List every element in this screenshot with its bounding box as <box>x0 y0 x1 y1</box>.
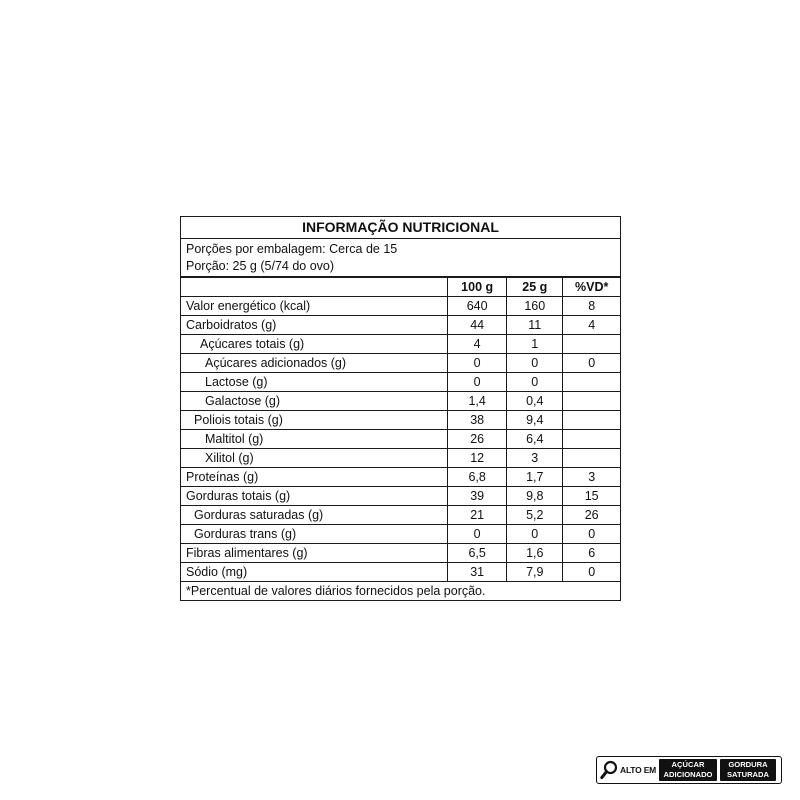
value-25g: 1 <box>507 335 563 354</box>
front-of-pack-warning <box>596 756 782 784</box>
value-vd <box>563 373 620 392</box>
servings-per-package: Porções por embalagem: Cerca de 15 <box>186 242 398 256</box>
magnifier-icon <box>600 760 618 780</box>
column-header: %VD* <box>563 278 620 297</box>
value-25g: 7,9 <box>507 563 563 582</box>
nutrient-name: Fibras alimentares (g) <box>181 544 448 563</box>
value-vd: 0 <box>563 354 620 373</box>
nutrient-name: Proteínas (g) <box>181 468 448 487</box>
table-row <box>181 544 620 563</box>
nutrient-name: Açúcares totais (g) <box>181 335 448 354</box>
nutrient-name: Galactose (g) <box>181 392 448 411</box>
table-header-row <box>181 278 620 297</box>
serving-size: Porção: 25 g (5/74 do ovo) <box>186 259 335 273</box>
value-100g: 12 <box>448 449 507 468</box>
nutrient-name: Maltitol (g) <box>181 430 448 449</box>
nutrient-name: Valor energético (kcal) <box>181 297 448 316</box>
panel-title: INFORMAÇÃO NUTRICIONAL <box>181 217 620 239</box>
nutrient-name: Carboidratos (g) <box>181 316 448 335</box>
table-row <box>181 373 620 392</box>
table-row <box>181 449 620 468</box>
footnote: *Percentual de valores diários fornecidos pela porção. <box>186 584 486 598</box>
value-vd <box>563 411 620 430</box>
serving-info <box>181 239 620 277</box>
nutrient-name: Gorduras totais (g) <box>181 487 448 506</box>
value-25g: 0,4 <box>507 392 563 411</box>
value-25g: 1,7 <box>507 468 563 487</box>
value-100g: 640 <box>448 297 507 316</box>
value-25g: 5,2 <box>507 506 563 525</box>
value-100g: 0 <box>448 525 507 544</box>
value-25g: 9,4 <box>507 411 563 430</box>
value-100g: 6,5 <box>448 544 507 563</box>
value-vd <box>563 335 620 354</box>
badge-line: AÇÚCAR <box>671 759 705 769</box>
nutrition-table <box>181 277 620 582</box>
value-vd: 4 <box>563 316 620 335</box>
value-100g: 1,4 <box>448 392 507 411</box>
value-100g: 0 <box>448 354 507 373</box>
added-sugar-badge <box>659 759 717 781</box>
value-100g: 44 <box>448 316 507 335</box>
value-vd <box>563 392 620 411</box>
table-row <box>181 468 620 487</box>
badge-line: ADICIONADO <box>663 770 713 779</box>
warning-prefix-text: ALTO EM <box>620 765 657 775</box>
nutrient-name: Sódio (mg) <box>181 563 448 582</box>
value-25g: 11 <box>507 316 563 335</box>
badge-line: GORDURA <box>728 759 768 769</box>
value-100g: 26 <box>448 430 507 449</box>
value-vd: 0 <box>563 563 620 582</box>
value-vd <box>563 430 620 449</box>
value-25g: 0 <box>507 354 563 373</box>
value-100g: 39 <box>448 487 507 506</box>
value-25g: 1,6 <box>507 544 563 563</box>
value-100g: 31 <box>448 563 507 582</box>
value-vd: 8 <box>563 297 620 316</box>
column-header <box>181 278 448 297</box>
saturated-fat-badge <box>720 759 776 781</box>
column-header: 25 g <box>507 278 563 297</box>
value-25g: 6,4 <box>507 430 563 449</box>
value-100g: 0 <box>448 373 507 392</box>
value-25g: 160 <box>507 297 563 316</box>
table-row <box>181 392 620 411</box>
value-100g: 4 <box>448 335 507 354</box>
table-row <box>181 506 620 525</box>
value-vd: 15 <box>563 487 620 506</box>
nutrient-name: Xilitol (g) <box>181 449 448 468</box>
value-vd: 0 <box>563 525 620 544</box>
value-vd: 3 <box>563 468 620 487</box>
table-row <box>181 563 620 582</box>
nutrient-name: Lactose (g) <box>181 373 448 392</box>
nutrient-name: Gorduras saturadas (g) <box>181 506 448 525</box>
column-header: 100 g <box>448 278 507 297</box>
table-row <box>181 487 620 506</box>
value-vd: 26 <box>563 506 620 525</box>
nutrition-facts-panel <box>180 216 621 601</box>
value-vd <box>563 449 620 468</box>
table-row <box>181 411 620 430</box>
badge-line: SATURADA <box>726 770 770 779</box>
value-25g: 9,8 <box>507 487 563 506</box>
value-100g: 38 <box>448 411 507 430</box>
table-row <box>181 354 620 373</box>
value-100g: 21 <box>448 506 507 525</box>
value-25g: 0 <box>507 373 563 392</box>
value-vd: 6 <box>563 544 620 563</box>
value-100g: 6,8 <box>448 468 507 487</box>
nutrient-name: Gorduras trans (g) <box>181 525 448 544</box>
table-row <box>181 525 620 544</box>
warning-prefix <box>597 757 659 783</box>
table-row <box>181 335 620 354</box>
table-row <box>181 316 620 335</box>
table-row <box>181 297 620 316</box>
value-25g: 0 <box>507 525 563 544</box>
value-25g: 3 <box>507 449 563 468</box>
nutrient-name: Açúcares adicionados (g) <box>181 354 448 373</box>
table-row <box>181 430 620 449</box>
nutrient-name: Poliois totais (g) <box>181 411 448 430</box>
